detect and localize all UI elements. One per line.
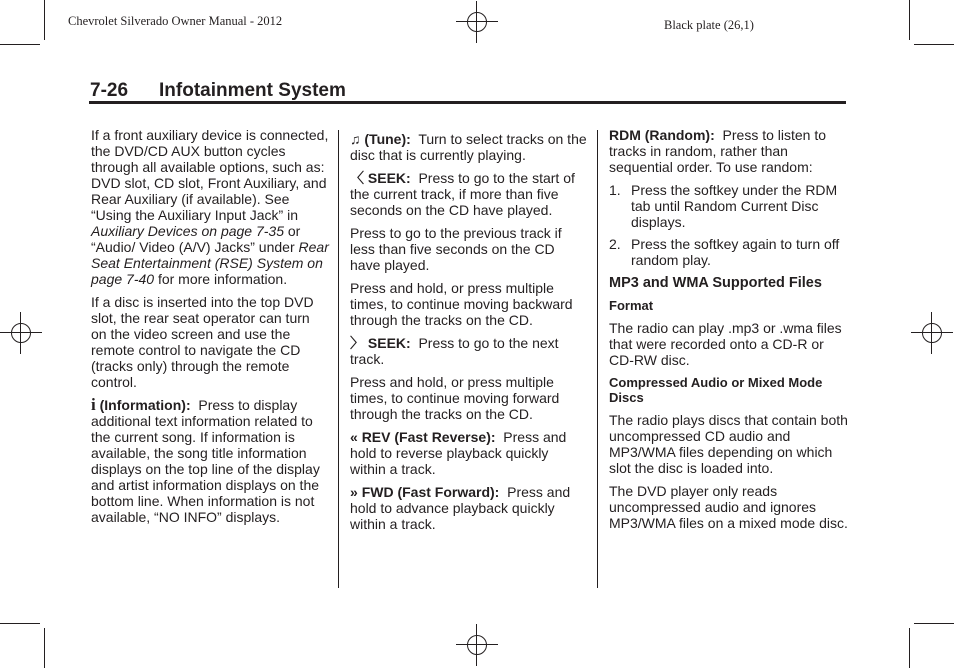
- registration-mark: [462, 7, 492, 37]
- rev-paragraph: « REV (Fast Reverse): Press and hold to reverse playback quickly within a track.: [350, 429, 567, 477]
- rdm-paragraph: RDM (Random): Press to listen to tracks in random, rather than sequential order. To use random:: [609, 127, 827, 175]
- plate-label: Black plate (26,1): [664, 18, 754, 32]
- fast-forward-icon: »: [350, 484, 358, 500]
- fwd-paragraph: » FWD (Fast Forward): Press and hold to advance playback quickly within a track.: [350, 484, 571, 532]
- format-heading: Format: [609, 298, 654, 313]
- mp3-wma-heading: MP3 and WMA Supported Files: [609, 275, 822, 291]
- seek-label: SEEK:: [367, 170, 411, 186]
- title-rule: [89, 101, 846, 104]
- link-rear-seat-entertainment[interactable]: Rear Seat Entertainment (RSE) System on page 7-40: [91, 239, 329, 287]
- info-paragraph: i (Information): Press to display additional text information related to the current song. If information is available, the song title information displays on the top line of the display and artist information displays on the bottom line. When information is not available, “NO INFO” displays.: [91, 395, 320, 525]
- tune-icon: ♫: [350, 131, 361, 147]
- info-label: (Information):: [99, 397, 191, 413]
- crop-mark: [44, 628, 45, 668]
- crop-mark: [914, 623, 954, 624]
- seek-forward-paragraph: 〉 SEEK: Press to go to the next track.: [350, 335, 559, 367]
- column-3: [609, 127, 849, 538]
- dvd-slot-paragraph: If a disc is inserted into the top DVD slot, the rear seat operator can turn on the video screen and use the remote control to navigate the CD (tracks only) through the remote control.: [91, 294, 314, 390]
- aux-paragraph: If a front auxiliary device is connected, the DVD/CD AUX button cycles through all available options, such as: DVD slot, CD slot, Front Auxiliary, and Rear Auxiliary (if available). See “Using the Auxiliary Input Jack” in Auxiliary Devices on page 7-35 or “Audio/ Video (A/V) Jacks” under Rear Seat Entertainment (RSE) System on page 7-40 for more information.: [91, 127, 329, 287]
- registration-mark: [917, 318, 947, 348]
- crop-mark: [0, 44, 40, 45]
- seek-back-paragraph: 〈 SEEK: Press to go to the start of the current track, if more than five seconds on the CD have played.: [350, 170, 575, 218]
- tune-label: (Tune):: [364, 131, 411, 147]
- format-paragraph: The radio can play .mp3 or .wma files that were recorded onto a CD-R or CD-RW disc.: [609, 320, 842, 368]
- dvd-player-paragraph: The DVD player only reads uncompressed audio and ignores MP3/WMA files on a mixed mode disc.: [609, 483, 848, 531]
- column-divider: [338, 130, 339, 588]
- compressed-paragraph: The radio plays discs that contain both uncompressed CD audio and MP3/WMA files depending on which slot the disc is loaded into.: [609, 412, 848, 476]
- random-steps-list: [609, 182, 849, 268]
- crop-mark: [909, 0, 910, 40]
- seek-forward-paragraph-2: Press and hold, or press multiple times, to continue moving forward through the tracks on the CD.: [350, 374, 560, 422]
- column-1: [91, 127, 329, 532]
- column-divider: [597, 130, 598, 588]
- fwd-label: FWD (Fast Forward):: [361, 484, 500, 500]
- link-auxiliary-devices[interactable]: Auxiliary Devices on page 7-35: [91, 223, 284, 239]
- seek-forward-icon: 〉: [350, 335, 364, 351]
- list-item: 1. Press the softkey under the RDM tab until Random Current Disc displays.: [609, 182, 838, 230]
- seek-forward-label: SEEK:: [367, 335, 411, 351]
- registration-mark: [462, 630, 492, 660]
- rdm-label: RDM (Random):: [609, 127, 715, 143]
- info-icon: i: [91, 395, 96, 414]
- registration-mark: [6, 318, 36, 348]
- list-item: 2. Press the softkey again to turn off random play.: [609, 236, 840, 268]
- manual-title: Chevrolet Silverado Owner Manual - 2012: [68, 14, 283, 28]
- crop-mark: [0, 623, 40, 624]
- crop-mark: [914, 44, 954, 45]
- seek-back-paragraph-2: Press to go to the previous track if less than five seconds on the CD have played.: [350, 225, 562, 273]
- seek-back-icon: 〈: [350, 170, 364, 186]
- crop-mark: [909, 628, 910, 668]
- column-2: [350, 131, 588, 539]
- crop-mark: [44, 0, 45, 40]
- section-title: Infotainment System: [159, 80, 346, 101]
- seek-back-paragraph-3: Press and hold, or press multiple times, to continue moving backward through the tracks on the CD.: [350, 280, 573, 328]
- page-number: 7-26: [90, 80, 129, 101]
- compressed-audio-heading: Compressed Audio or Mixed Mode Discs: [609, 375, 823, 405]
- tune-paragraph: ♫ (Tune): Turn to select tracks on the disc that is currently playing.: [350, 131, 587, 163]
- fast-reverse-icon: «: [350, 429, 358, 445]
- rev-label: REV (Fast Reverse):: [361, 429, 496, 445]
